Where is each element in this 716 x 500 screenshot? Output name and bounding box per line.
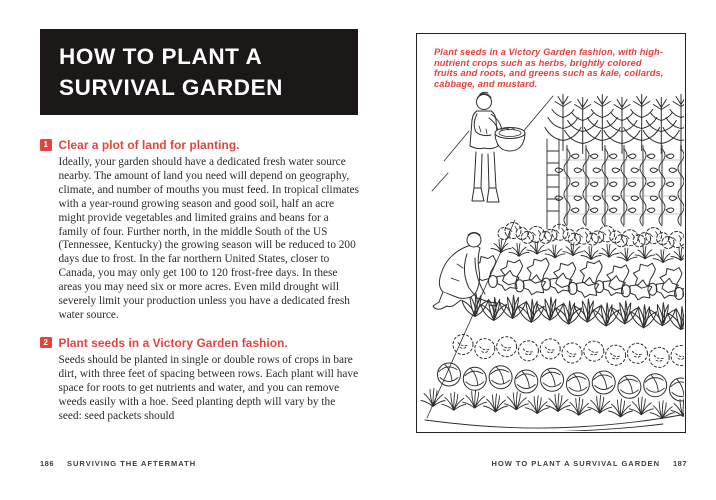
lettuce-head [540,339,560,359]
cabbage-head [592,371,615,394]
collard-plant [574,299,600,322]
lettuce-head [562,343,582,363]
step-1-body: Ideally, your garden should have a dedicated fresh water source nearby. The amount of land you need will depend on geography, climate, and number of mouths you must feed. In tropical climates with a year-round growing season and good soil, half an acre might provide vegetables and limited grains and beans for a family of four. Further north, in the middle South of the US (Tennessee, Kentucky) the growing season will be reduced to 200 days due to frost. In the far northern United States, closer to Canada, you may only get 100 to 120 frost-free days. In these areas you may need six or more acres. Even mild drought will severely limit your production unless you have a dedicated fresh water source. [58,156,360,321]
left-page [40,29,358,436]
herb-bush [662,232,684,249]
onion-tuft [463,390,487,408]
right-page-number: 187 [672,459,687,468]
step-2-heading: Plant seeds in a Victory Garden fashion. [58,335,288,350]
step-2-body: Seeds should be planted in single or double rows of crops in bare dirt, with three feet of spacing between rows. Each plant will have space for roots to get nutrients and water, and you can remove weeds easily with a hoe. Seed planting depth will vary by the seed: seed packets should [58,353,359,422]
onion-tuft [484,394,508,412]
figure-caption: Plant seeds in a Victory Garden fashion, with high-nutrient crops such as herbs, brightly colored fruits and roots, and greens such as kale, collards, cabbage, and mustard. [434,47,664,89]
harvest-basket [495,128,525,152]
lettuce-head [606,345,626,365]
onion-tuft [567,397,591,415]
cabbage-head [670,378,685,401]
cabbage-head [618,375,641,398]
standing-gardener-figure [470,92,525,202]
right-footer-label: HOW TO PLANT A SURVIVAL GARDEN [491,459,660,468]
step-2 [40,336,358,424]
lettuce-head [671,346,684,366]
page-title-line-1: HOW TO PLANT A [59,44,263,69]
figure-frame [416,33,686,433]
step-list [40,138,358,423]
lettuce-head [475,339,495,359]
step-1 [40,138,358,323]
lettuce-head [627,343,647,363]
squash-plant [527,258,572,293]
page-title-line-2: SURVIVAL GARDEN [59,75,284,100]
squash-plant [633,263,678,298]
onion-tuft [609,399,633,417]
collard-plant [500,295,526,318]
right-page-footer [492,459,688,468]
ground-lines [425,415,681,431]
corn-stalk [545,95,581,151]
seedling-tuft [509,243,529,256]
seedling-tuft [581,247,601,260]
garden-illustration [417,34,684,431]
corn-stalk [584,95,620,151]
onion-tuft [650,401,674,419]
onion-tuft [525,396,549,414]
onion-tuft [546,394,570,412]
seedling-tuft [635,246,655,259]
step-1-header [40,138,358,152]
lettuce-head [518,341,538,361]
lettuce-head [649,347,669,367]
seedling-tuft [491,240,511,253]
left-page-number: 186 [40,459,55,468]
onion-tuft [421,389,445,407]
onion-tuft [629,397,653,415]
squash-plant [580,261,625,296]
seedling-tuft [545,245,565,258]
trellis-ladder [547,139,559,229]
cabbage-head [515,370,538,393]
collard-plant [668,307,684,330]
lettuce-head [497,337,517,357]
cabbage-head [566,373,589,396]
cabbage-head [489,366,512,389]
left-page-footer [40,459,196,468]
onion-tuft [504,392,528,410]
seedling-tuft [599,244,619,257]
onion-tuft [442,392,466,410]
kneeling-gardener-figure [433,233,497,310]
left-footer-label: SURVIVING THE AFTERMATH [67,459,197,468]
step-2-header [40,336,358,350]
step-2-number-badge: 2 [40,337,52,349]
corn-stalk [624,95,660,151]
seedling-tuft [617,248,637,261]
collard-plant [649,303,675,326]
seedling-tuft [653,250,673,263]
step-1-number-badge: 1 [40,139,52,151]
lettuce-head [584,341,604,361]
title-block [40,29,358,115]
cabbage-head [644,374,667,397]
cabbage-head [463,367,486,390]
cabbage-head [541,368,564,391]
onion-tuft [588,395,612,413]
cabbage-head [438,363,461,386]
step-1-heading: Clear a plot of land for planting. [58,138,240,152]
